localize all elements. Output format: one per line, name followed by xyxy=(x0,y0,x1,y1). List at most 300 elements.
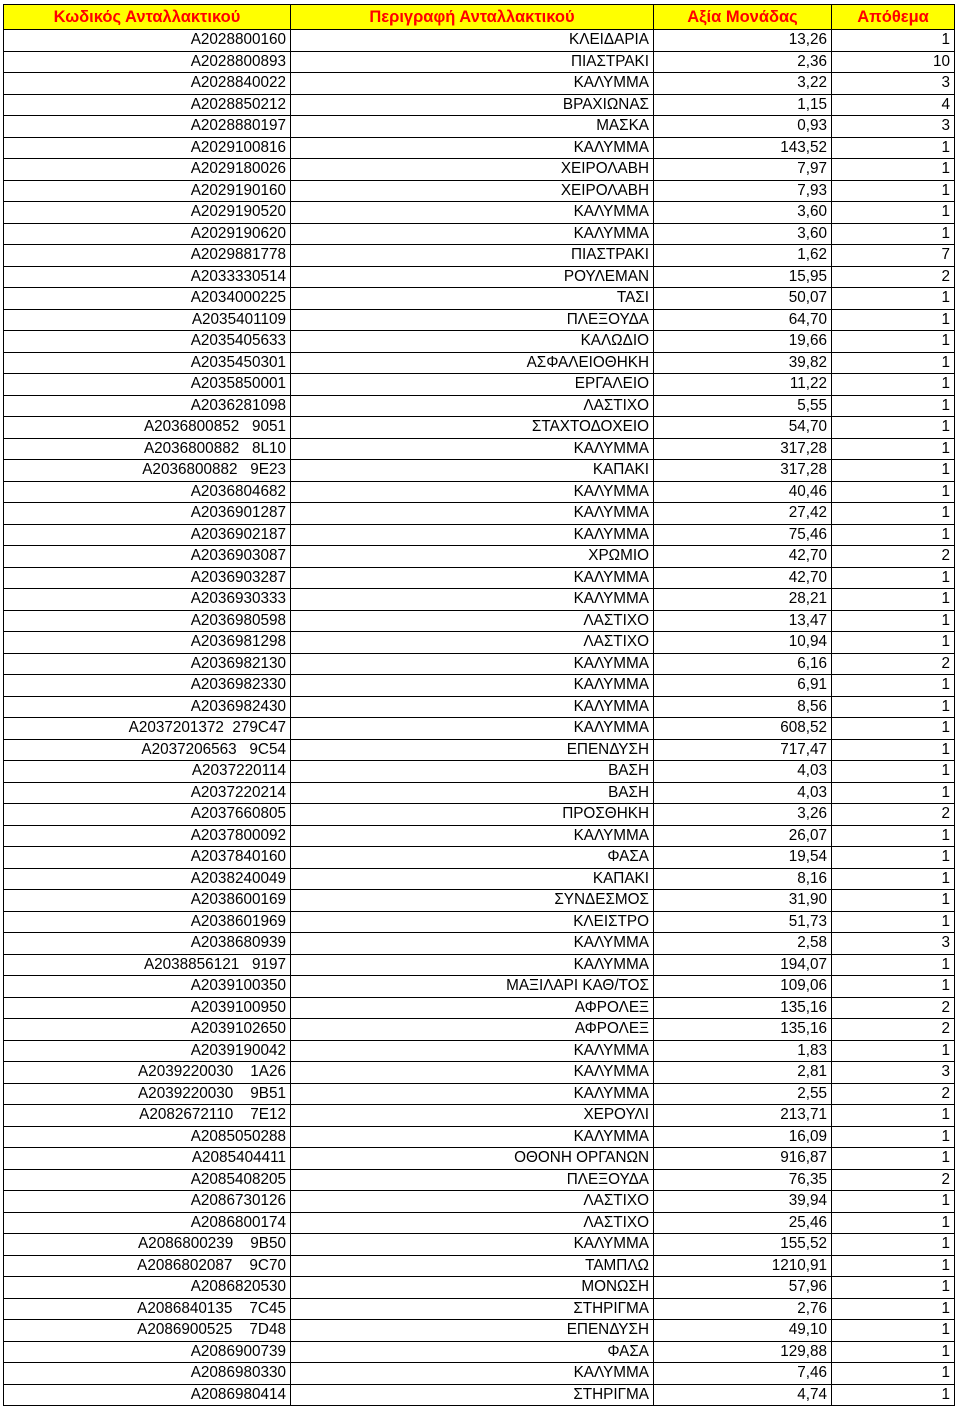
cell-stock: 1 xyxy=(832,589,955,611)
cell-description: ΚΑΛΥΜΜΑ xyxy=(291,1040,654,1062)
cell-unit-value: 213,71 xyxy=(654,1105,832,1127)
table-row xyxy=(4,868,955,890)
cell-description: ΚΛΕΙΔΑΡΙΑ xyxy=(291,30,654,52)
cell-part-code: A2086980414 xyxy=(4,1384,291,1406)
table-row xyxy=(4,653,955,675)
cell-description: ΧΡΩΜΙΟ xyxy=(291,546,654,568)
cell-description: ΟΘΟΝΗ ΟΡΓΑΝΩΝ xyxy=(291,1148,654,1170)
table-row xyxy=(4,1105,955,1127)
cell-part-code: A2029100816 xyxy=(4,137,291,159)
cell-description: ΠΛΕΞΟΥΔΑ xyxy=(291,1169,654,1191)
table-row xyxy=(4,1062,955,1084)
cell-stock: 2 xyxy=(832,653,955,675)
cell-stock: 1 xyxy=(832,503,955,525)
cell-description: ΛΑΣΤΙΧΟ xyxy=(291,1191,654,1213)
cell-unit-value: 129,88 xyxy=(654,1341,832,1363)
table-row xyxy=(4,825,955,847)
cell-unit-value: 1,15 xyxy=(654,94,832,116)
cell-stock: 1 xyxy=(832,1212,955,1234)
cell-unit-value: 4,03 xyxy=(654,761,832,783)
table-row xyxy=(4,438,955,460)
cell-unit-value: 3,22 xyxy=(654,73,832,95)
table-row xyxy=(4,51,955,73)
cell-part-code: A2029190520 xyxy=(4,202,291,224)
cell-unit-value: 155,52 xyxy=(654,1234,832,1256)
cell-description: ΦΑΣΑ xyxy=(291,847,654,869)
cell-part-code: A2029881778 xyxy=(4,245,291,267)
cell-description: ΜΟΝΩΣΗ xyxy=(291,1277,654,1299)
cell-stock: 1 xyxy=(832,632,955,654)
table-row xyxy=(4,546,955,568)
cell-unit-value: 57,96 xyxy=(654,1277,832,1299)
cell-part-code: A2038680939 xyxy=(4,933,291,955)
table-row xyxy=(4,976,955,998)
cell-stock: 1 xyxy=(832,1341,955,1363)
cell-part-code: A2086800174 xyxy=(4,1212,291,1234)
table-row xyxy=(4,1191,955,1213)
cell-part-code: A2039190042 xyxy=(4,1040,291,1062)
table-row xyxy=(4,1363,955,1385)
cell-unit-value: 3,60 xyxy=(654,223,832,245)
table-row xyxy=(4,159,955,181)
cell-part-code: A2029180026 xyxy=(4,159,291,181)
cell-unit-value: 143,52 xyxy=(654,137,832,159)
table-row xyxy=(4,954,955,976)
cell-part-code: A2039102650 xyxy=(4,1019,291,1041)
cell-part-code: A2036281098 xyxy=(4,395,291,417)
cell-stock: 1 xyxy=(832,1191,955,1213)
cell-unit-value: 1,62 xyxy=(654,245,832,267)
cell-part-code: A2036980598 xyxy=(4,610,291,632)
cell-stock: 1 xyxy=(832,1040,955,1062)
table-row xyxy=(4,696,955,718)
cell-description: ΚΑΛΥΜΜΑ xyxy=(291,503,654,525)
cell-description: ΡΟΥΛΕΜΑΝ xyxy=(291,266,654,288)
table-row xyxy=(4,1019,955,1041)
cell-description: ΕΡΓΑΛΕΙΟ xyxy=(291,374,654,396)
cell-part-code: A2085408205 xyxy=(4,1169,291,1191)
cell-description: ΚΑΛΥΜΜΑ xyxy=(291,481,654,503)
cell-unit-value: 39,82 xyxy=(654,352,832,374)
cell-stock: 1 xyxy=(832,1255,955,1277)
table-row xyxy=(4,1234,955,1256)
cell-part-code: A2036800882 8L10 xyxy=(4,438,291,460)
table-row xyxy=(4,374,955,396)
table-row xyxy=(4,675,955,697)
table-row xyxy=(4,417,955,439)
table-row xyxy=(4,288,955,310)
cell-unit-value: 1,83 xyxy=(654,1040,832,1062)
cell-part-code: A2086802087 9C70 xyxy=(4,1255,291,1277)
cell-stock: 1 xyxy=(832,696,955,718)
cell-part-code: A2035850001 xyxy=(4,374,291,396)
table-row xyxy=(4,567,955,589)
cell-description: ΚΑΛΥΜΜΑ xyxy=(291,675,654,697)
cell-part-code: A2038856121 9197 xyxy=(4,954,291,976)
cell-description: ΚΑΛΥΜΜΑ xyxy=(291,438,654,460)
cell-stock: 1 xyxy=(832,825,955,847)
cell-stock: 1 xyxy=(832,1320,955,1342)
cell-description: ΧΕΙΡΟΛΑΒΗ xyxy=(291,159,654,181)
cell-description: ΚΑΛΥΜΜΑ xyxy=(291,1126,654,1148)
cell-stock: 1 xyxy=(832,1148,955,1170)
cell-part-code: A2038240049 xyxy=(4,868,291,890)
cell-stock: 7 xyxy=(832,245,955,267)
cell-part-code: A2038601969 xyxy=(4,911,291,933)
cell-stock: 3 xyxy=(832,1062,955,1084)
cell-part-code: A2036902187 xyxy=(4,524,291,546)
cell-stock: 2 xyxy=(832,1083,955,1105)
table-row xyxy=(4,1384,955,1406)
cell-description: ΦΑΣΑ xyxy=(291,1341,654,1363)
cell-unit-value: 4,74 xyxy=(654,1384,832,1406)
cell-description: ΚΑΛΥΜΜΑ xyxy=(291,653,654,675)
cell-part-code: A2036804682 xyxy=(4,481,291,503)
cell-stock: 1 xyxy=(832,180,955,202)
cell-stock: 1 xyxy=(832,847,955,869)
cell-stock: 3 xyxy=(832,933,955,955)
cell-unit-value: 109,06 xyxy=(654,976,832,998)
cell-part-code: A2039220030 9B51 xyxy=(4,1083,291,1105)
cell-part-code: A2028800893 xyxy=(4,51,291,73)
cell-unit-value: 135,16 xyxy=(654,1019,832,1041)
cell-stock: 1 xyxy=(832,309,955,331)
cell-stock: 1 xyxy=(832,288,955,310)
cell-description: ΠΛΕΞΟΥΔΑ xyxy=(291,309,654,331)
cell-stock: 1 xyxy=(832,331,955,353)
cell-stock: 1 xyxy=(832,524,955,546)
cell-stock: 3 xyxy=(832,73,955,95)
cell-part-code: A2085404411 xyxy=(4,1148,291,1170)
cell-unit-value: 2,36 xyxy=(654,51,832,73)
table-row xyxy=(4,1320,955,1342)
cell-description: ΜΑΞΙΛΑΡΙ ΚΑΘ/ΤΟΣ xyxy=(291,976,654,998)
cell-unit-value: 3,26 xyxy=(654,804,832,826)
cell-stock: 1 xyxy=(832,223,955,245)
table-row xyxy=(4,1212,955,1234)
cell-unit-value: 76,35 xyxy=(654,1169,832,1191)
cell-part-code: A2085050288 xyxy=(4,1126,291,1148)
cell-stock: 1 xyxy=(832,417,955,439)
cell-unit-value: 19,54 xyxy=(654,847,832,869)
table-row xyxy=(4,933,955,955)
cell-part-code: A2037660805 xyxy=(4,804,291,826)
table-row xyxy=(4,30,955,52)
cell-part-code: A2036903087 xyxy=(4,546,291,568)
cell-stock: 2 xyxy=(832,1169,955,1191)
cell-stock: 1 xyxy=(832,352,955,374)
cell-unit-value: 194,07 xyxy=(654,954,832,976)
cell-description: ΠΙΑΣΤΡΑΚΙ xyxy=(291,51,654,73)
table-row xyxy=(4,997,955,1019)
cell-unit-value: 8,56 xyxy=(654,696,832,718)
table-header xyxy=(4,5,955,30)
header-part-description: Περιγραφή Ανταλλακτικού xyxy=(291,5,654,30)
table-row xyxy=(4,202,955,224)
table-row xyxy=(4,589,955,611)
cell-stock: 1 xyxy=(832,374,955,396)
cell-unit-value: 717,47 xyxy=(654,739,832,761)
cell-stock: 10 xyxy=(832,51,955,73)
cell-unit-value: 15,95 xyxy=(654,266,832,288)
cell-description: ΣΥΝΔΕΣΜΟΣ xyxy=(291,890,654,912)
cell-part-code: A2029190160 xyxy=(4,180,291,202)
table-row xyxy=(4,503,955,525)
cell-stock: 1 xyxy=(832,610,955,632)
cell-unit-value: 42,70 xyxy=(654,546,832,568)
table-row xyxy=(4,890,955,912)
cell-description: ΚΑΛΩΔΙΟ xyxy=(291,331,654,353)
cell-stock: 1 xyxy=(832,137,955,159)
cell-description: ΑΦΡΟΛΕΞ xyxy=(291,1019,654,1041)
cell-description: ΚΑΛΥΜΜΑ xyxy=(291,825,654,847)
cell-description: ΚΑΛΥΜΜΑ xyxy=(291,589,654,611)
cell-unit-value: 317,28 xyxy=(654,460,832,482)
cell-description: ΚΑΛΥΜΜΑ xyxy=(291,524,654,546)
table-row xyxy=(4,847,955,869)
header-unit-value: Αξία Μονάδας xyxy=(654,5,832,30)
cell-part-code: A2037220214 xyxy=(4,782,291,804)
cell-stock: 3 xyxy=(832,116,955,138)
cell-part-code: A2035401109 xyxy=(4,309,291,331)
cell-unit-value: 39,94 xyxy=(654,1191,832,1213)
cell-stock: 1 xyxy=(832,1105,955,1127)
table-row xyxy=(4,352,955,374)
cell-part-code: A2029190620 xyxy=(4,223,291,245)
cell-unit-value: 31,90 xyxy=(654,890,832,912)
table-row xyxy=(4,1148,955,1170)
cell-unit-value: 2,81 xyxy=(654,1062,832,1084)
cell-unit-value: 16,09 xyxy=(654,1126,832,1148)
cell-unit-value: 1210,91 xyxy=(654,1255,832,1277)
cell-description: ΣΤΗΡΙΓΜΑ xyxy=(291,1298,654,1320)
table-row xyxy=(4,245,955,267)
cell-description: ΑΦΡΟΛΕΞ xyxy=(291,997,654,1019)
cell-part-code: A2036930333 xyxy=(4,589,291,611)
cell-unit-value: 135,16 xyxy=(654,997,832,1019)
table-row xyxy=(4,610,955,632)
cell-unit-value: 13,26 xyxy=(654,30,832,52)
cell-stock: 1 xyxy=(832,460,955,482)
cell-stock: 1 xyxy=(832,739,955,761)
cell-description: ΕΠΕΝΔΥΣΗ xyxy=(291,739,654,761)
cell-unit-value: 27,42 xyxy=(654,503,832,525)
cell-unit-value: 5,55 xyxy=(654,395,832,417)
table-body xyxy=(4,30,955,1406)
cell-part-code: A2028850212 xyxy=(4,94,291,116)
cell-unit-value: 75,46 xyxy=(654,524,832,546)
cell-part-code: A2086900739 xyxy=(4,1341,291,1363)
cell-part-code: A2082672110 7E12 xyxy=(4,1105,291,1127)
cell-description: ΒΑΣΗ xyxy=(291,782,654,804)
cell-part-code: A2034000225 xyxy=(4,288,291,310)
table-row xyxy=(4,1126,955,1148)
cell-description: ΚΑΛΥΜΜΑ xyxy=(291,223,654,245)
cell-part-code: A2086800239 9B50 xyxy=(4,1234,291,1256)
header-part-code: Κωδικός Ανταλλακτικού xyxy=(4,5,291,30)
cell-unit-value: 19,66 xyxy=(654,331,832,353)
parts-spreadsheet xyxy=(3,4,955,1406)
cell-part-code: A2028840022 xyxy=(4,73,291,95)
cell-stock: 1 xyxy=(832,159,955,181)
cell-unit-value: 3,60 xyxy=(654,202,832,224)
cell-unit-value: 26,07 xyxy=(654,825,832,847)
cell-part-code: A2037220114 xyxy=(4,761,291,783)
table-row xyxy=(4,1298,955,1320)
cell-stock: 2 xyxy=(832,546,955,568)
cell-part-code: A2039100350 xyxy=(4,976,291,998)
cell-part-code: A2036901287 xyxy=(4,503,291,525)
cell-stock: 1 xyxy=(832,868,955,890)
cell-part-code: A2036800882 9E23 xyxy=(4,460,291,482)
cell-part-code: A2035450301 xyxy=(4,352,291,374)
cell-description: ΠΙΑΣΤΡΑΚΙ xyxy=(291,245,654,267)
table-row xyxy=(4,180,955,202)
table-row xyxy=(4,911,955,933)
cell-stock: 1 xyxy=(832,481,955,503)
cell-stock: 2 xyxy=(832,266,955,288)
cell-description: ΚΑΠΑΚΙ xyxy=(291,868,654,890)
cell-stock: 1 xyxy=(832,1384,955,1406)
cell-part-code: A2036982430 xyxy=(4,696,291,718)
cell-description: ΚΑΠΑΚΙ xyxy=(291,460,654,482)
table-row xyxy=(4,331,955,353)
table-row xyxy=(4,137,955,159)
cell-description: ΚΛΕΙΣΤΡΟ xyxy=(291,911,654,933)
table-row xyxy=(4,1169,955,1191)
cell-part-code: A2028880197 xyxy=(4,116,291,138)
table-row xyxy=(4,804,955,826)
cell-stock: 1 xyxy=(832,1298,955,1320)
cell-stock: 4 xyxy=(832,94,955,116)
cell-unit-value: 28,21 xyxy=(654,589,832,611)
cell-part-code: A2036982130 xyxy=(4,653,291,675)
table-row xyxy=(4,1255,955,1277)
cell-part-code: A2035405633 xyxy=(4,331,291,353)
table-row xyxy=(4,761,955,783)
cell-description: ΚΑΛΥΜΜΑ xyxy=(291,1083,654,1105)
table-row xyxy=(4,739,955,761)
cell-stock: 1 xyxy=(832,911,955,933)
cell-description: ΒΡΑΧΙΩΝΑΣ xyxy=(291,94,654,116)
parts-table xyxy=(3,4,955,1406)
table-row xyxy=(4,782,955,804)
cell-description: ΚΑΛΥΜΜΑ xyxy=(291,696,654,718)
cell-unit-value: 40,46 xyxy=(654,481,832,503)
table-row xyxy=(4,1040,955,1062)
cell-description: ΛΑΣΤΙΧΟ xyxy=(291,632,654,654)
cell-part-code: A2039100950 xyxy=(4,997,291,1019)
cell-unit-value: 7,93 xyxy=(654,180,832,202)
table-row xyxy=(4,309,955,331)
cell-stock: 2 xyxy=(832,997,955,1019)
table-row xyxy=(4,632,955,654)
cell-stock: 1 xyxy=(832,1126,955,1148)
cell-description: ΧΕΡΟΥΛΙ xyxy=(291,1105,654,1127)
cell-description: ΤΑΜΠΛΩ xyxy=(291,1255,654,1277)
cell-part-code: A2036903287 xyxy=(4,567,291,589)
cell-part-code: A2038600169 xyxy=(4,890,291,912)
table-row xyxy=(4,1277,955,1299)
cell-unit-value: 10,94 xyxy=(654,632,832,654)
cell-unit-value: 0,93 xyxy=(654,116,832,138)
cell-description: ΧΕΙΡΟΛΑΒΗ xyxy=(291,180,654,202)
cell-stock: 1 xyxy=(832,761,955,783)
cell-stock: 1 xyxy=(832,30,955,52)
cell-description: ΣΤΑΧΤΟΔΟΧΕΙΟ xyxy=(291,417,654,439)
table-row xyxy=(4,395,955,417)
cell-unit-value: 608,52 xyxy=(654,718,832,740)
table-row xyxy=(4,223,955,245)
cell-description: ΑΣΦΑΛΕΙΟΘΗΚΗ xyxy=(291,352,654,374)
cell-stock: 1 xyxy=(832,675,955,697)
cell-unit-value: 317,28 xyxy=(654,438,832,460)
cell-unit-value: 49,10 xyxy=(654,1320,832,1342)
cell-unit-value: 64,70 xyxy=(654,309,832,331)
cell-unit-value: 11,22 xyxy=(654,374,832,396)
cell-unit-value: 7,46 xyxy=(654,1363,832,1385)
cell-description: ΕΠΕΝΔΥΣΗ xyxy=(291,1320,654,1342)
cell-unit-value: 54,70 xyxy=(654,417,832,439)
cell-unit-value: 4,03 xyxy=(654,782,832,804)
cell-part-code: A2037840160 xyxy=(4,847,291,869)
table-row xyxy=(4,73,955,95)
cell-part-code: A2037206563 9C54 xyxy=(4,739,291,761)
cell-unit-value: 6,91 xyxy=(654,675,832,697)
cell-description: ΛΑΣΤΙΧΟ xyxy=(291,395,654,417)
cell-stock: 1 xyxy=(832,954,955,976)
cell-part-code: A2086840135 7C45 xyxy=(4,1298,291,1320)
cell-stock: 1 xyxy=(832,438,955,460)
cell-unit-value: 51,73 xyxy=(654,911,832,933)
cell-part-code: A2037800092 xyxy=(4,825,291,847)
cell-description: ΒΑΣΗ xyxy=(291,761,654,783)
cell-description: ΚΑΛΥΜΜΑ xyxy=(291,73,654,95)
cell-part-code: A2086980330 xyxy=(4,1363,291,1385)
cell-description: ΚΑΛΥΜΜΑ xyxy=(291,202,654,224)
cell-stock: 1 xyxy=(832,1363,955,1385)
cell-description: ΣΤΗΡΙΓΜΑ xyxy=(291,1384,654,1406)
cell-stock: 1 xyxy=(832,395,955,417)
cell-stock: 1 xyxy=(832,976,955,998)
cell-description: ΜΑΣΚΑ xyxy=(291,116,654,138)
cell-unit-value: 50,07 xyxy=(654,288,832,310)
table-row xyxy=(4,1341,955,1363)
cell-unit-value: 25,46 xyxy=(654,1212,832,1234)
cell-part-code: A2033330514 xyxy=(4,266,291,288)
table-row xyxy=(4,481,955,503)
cell-unit-value: 916,87 xyxy=(654,1148,832,1170)
cell-part-code: A2086730126 xyxy=(4,1191,291,1213)
cell-description: ΠΡΟΣΘΗΚΗ xyxy=(291,804,654,826)
cell-part-code: A2036982330 xyxy=(4,675,291,697)
cell-unit-value: 8,16 xyxy=(654,868,832,890)
cell-stock: 1 xyxy=(832,1277,955,1299)
cell-stock: 1 xyxy=(832,782,955,804)
cell-part-code: A2086900525 7D48 xyxy=(4,1320,291,1342)
cell-description: ΤΑΣΙ xyxy=(291,288,654,310)
cell-part-code: A2039220030 1A26 xyxy=(4,1062,291,1084)
table-row xyxy=(4,94,955,116)
header-row xyxy=(4,5,955,30)
header-stock: Απόθεμα xyxy=(832,5,955,30)
cell-part-code: A2036800852 9051 xyxy=(4,417,291,439)
cell-stock: 1 xyxy=(832,567,955,589)
table-row xyxy=(4,266,955,288)
cell-description: ΚΑΛΥΜΜΑ xyxy=(291,933,654,955)
cell-stock: 1 xyxy=(832,1234,955,1256)
cell-unit-value: 6,16 xyxy=(654,653,832,675)
